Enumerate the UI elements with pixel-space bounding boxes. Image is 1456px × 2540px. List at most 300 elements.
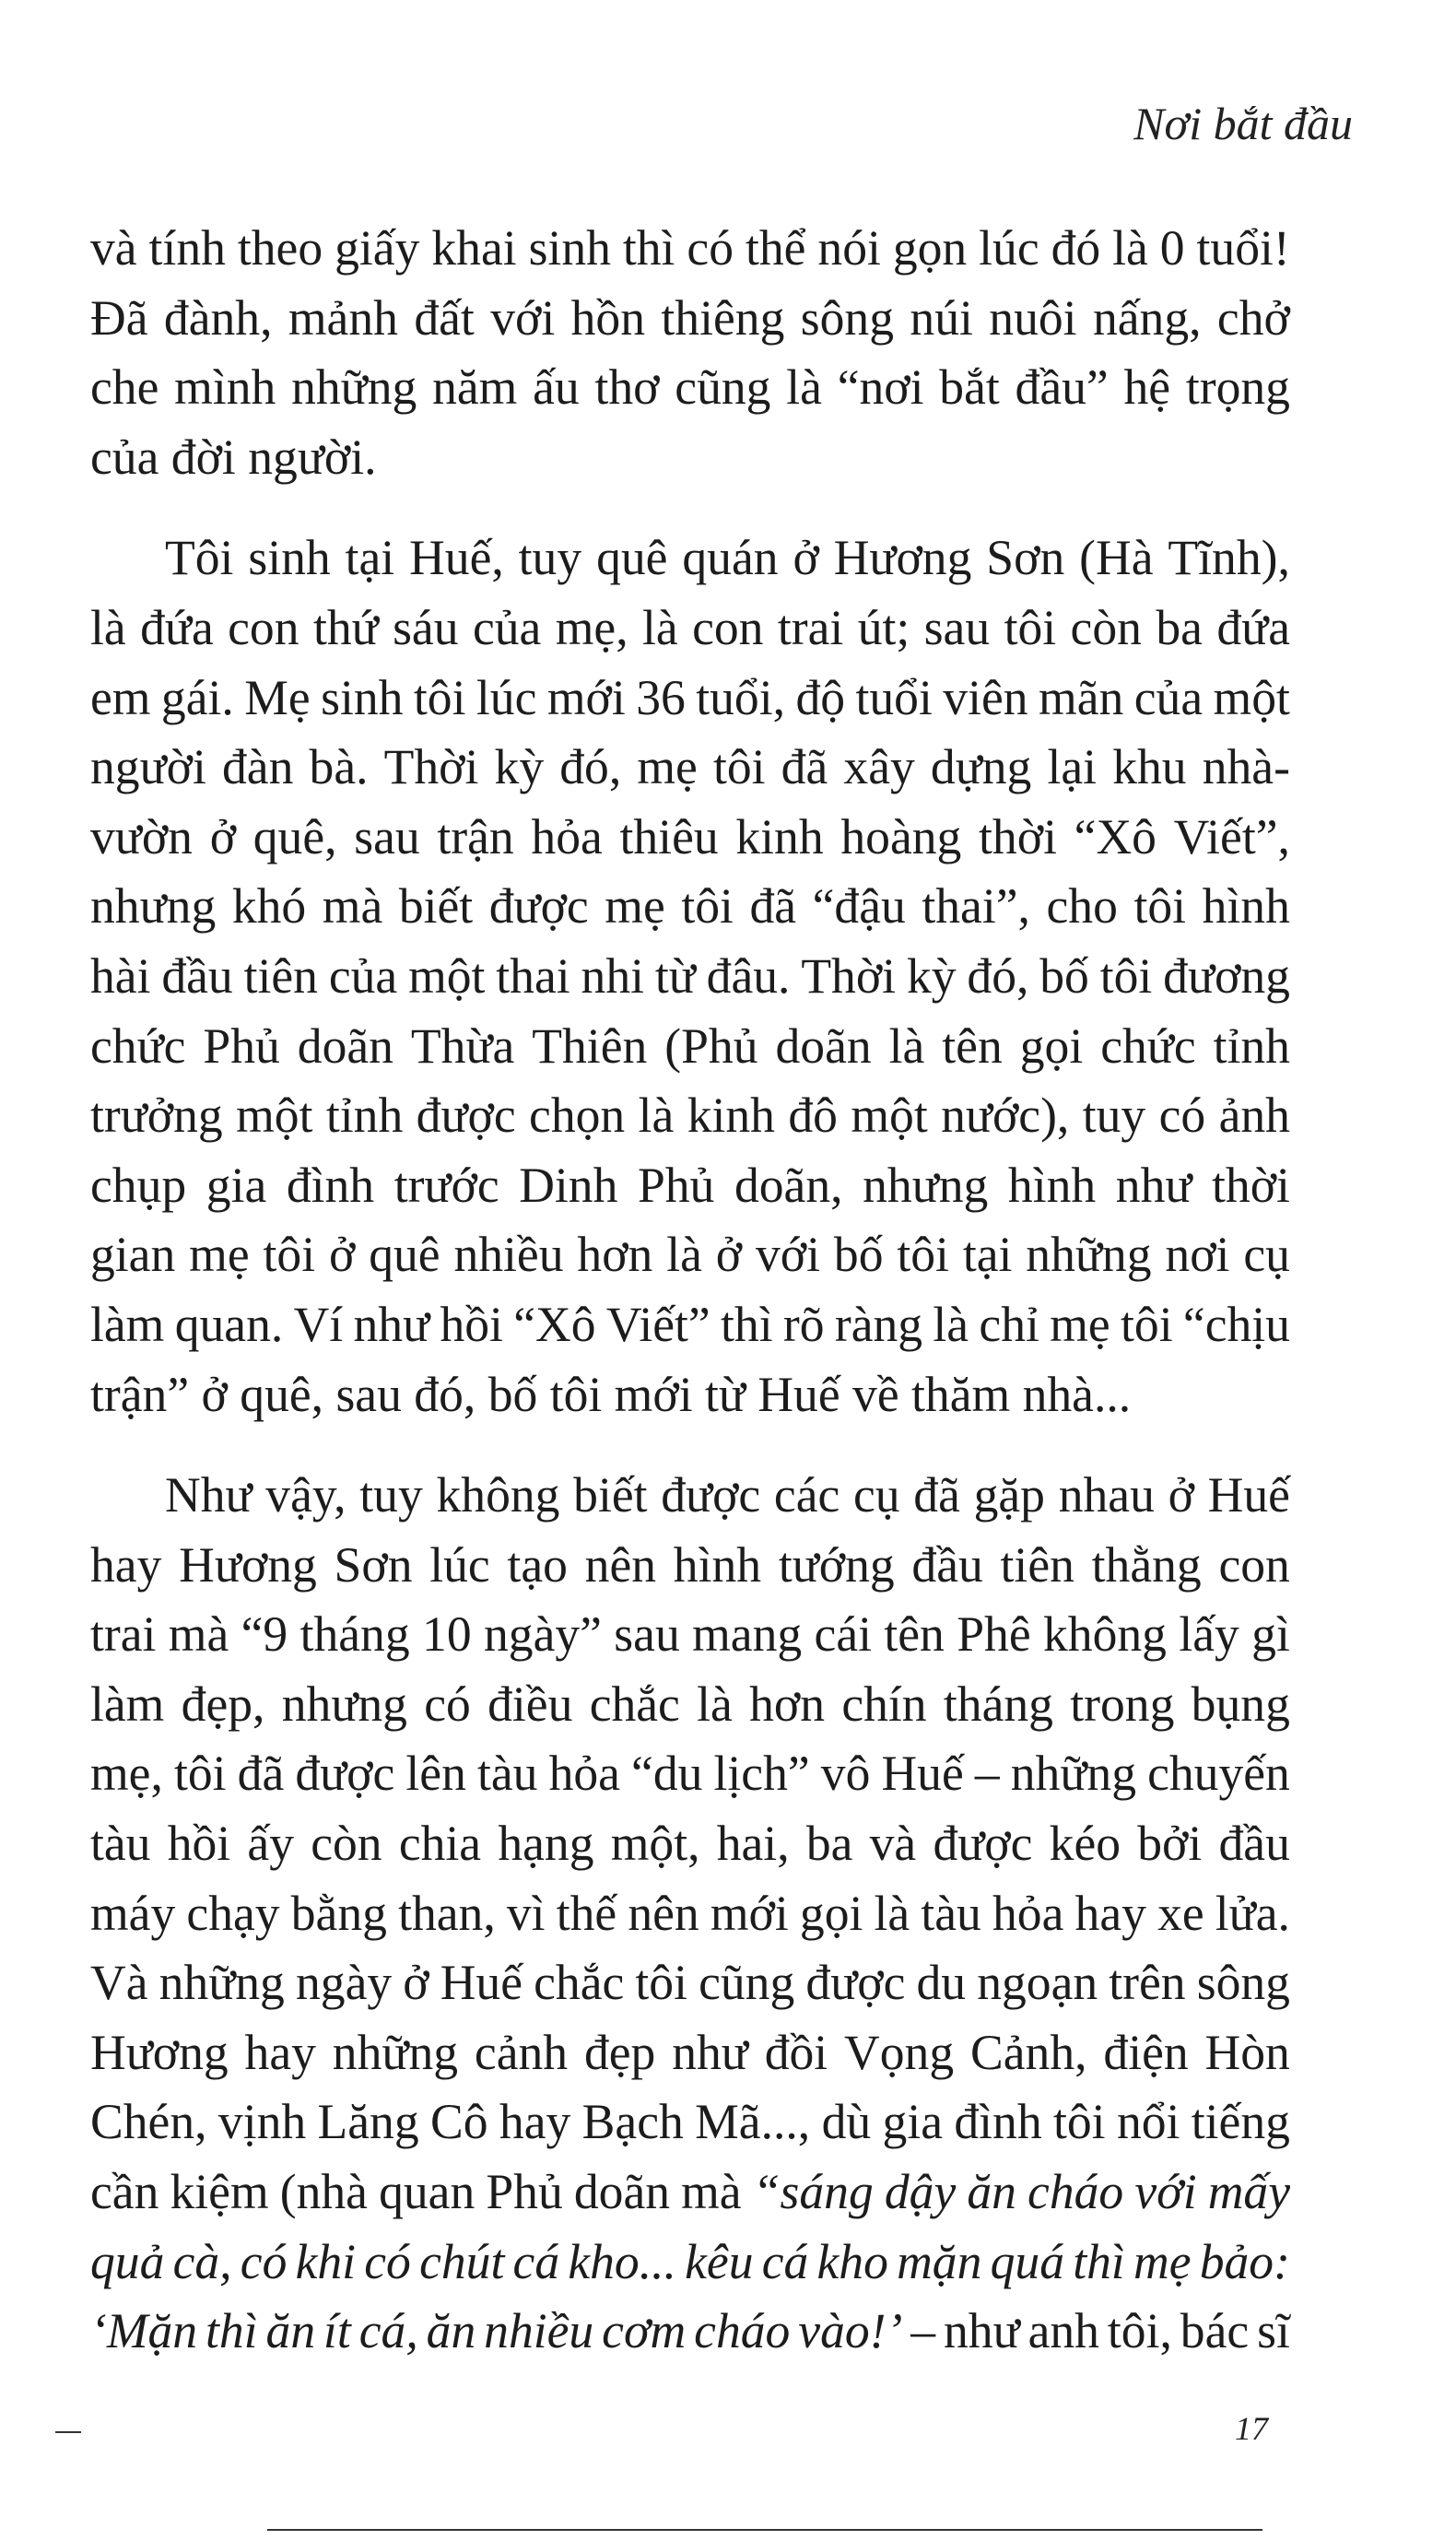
word: thơ: [594, 359, 660, 416]
word: tôi: [681, 878, 734, 935]
word: hay: [499, 2094, 571, 2150]
word: đời: [170, 429, 249, 485]
word: ở: [1168, 1467, 1194, 1523]
word: khai: [431, 220, 517, 276]
word: thể: [745, 220, 806, 276]
text-line: [90, 284, 1290, 354]
word: tháng: [943, 1676, 1053, 1732]
word: Sơn: [334, 1536, 413, 1593]
word: đành,: [163, 289, 273, 346]
text-line: [90, 803, 1290, 873]
text-line: [90, 1151, 1290, 1221]
word: doãn: [297, 1017, 393, 1074]
word: gái.: [160, 669, 234, 725]
word: như: [353, 1296, 430, 1352]
word: quê: [369, 1227, 440, 1283]
word: nhưng: [281, 1676, 407, 1732]
word: lúc: [476, 669, 537, 725]
word: hay: [1074, 1885, 1146, 1941]
word: trận: [437, 808, 514, 864]
word-italic: ăn: [967, 2164, 1016, 2220]
word-italic: kho: [816, 2233, 888, 2289]
word: ở: [715, 1227, 743, 1283]
word: Mã...,: [695, 2094, 811, 2150]
text-line: [90, 1600, 1290, 1670]
word: vườn: [90, 808, 193, 864]
word: Như: [165, 1467, 252, 1523]
word: với: [756, 1227, 821, 1283]
word: doãn,: [734, 1157, 843, 1213]
word: nên: [628, 1885, 699, 1941]
word: mẹ,: [555, 599, 628, 655]
word: của: [90, 429, 171, 485]
word: đã: [781, 739, 828, 795]
word: chắc: [589, 1676, 680, 1732]
word-italic: với: [1134, 2164, 1197, 2220]
word: tại: [962, 1227, 1013, 1283]
word: tuy: [1082, 1088, 1146, 1144]
word: mà: [681, 2164, 742, 2220]
word: là: [666, 1227, 702, 1283]
paragraph-gap: [90, 492, 1290, 523]
word: nuôi: [989, 289, 1077, 346]
word: độ: [795, 669, 846, 725]
word: núi: [910, 289, 973, 346]
word: hơn: [749, 1676, 826, 1732]
word: hình: [1007, 1157, 1097, 1213]
word: tôi: [413, 669, 466, 725]
word: một: [236, 1088, 313, 1144]
word: Phê: [957, 1606, 1031, 1663]
word: biết: [398, 878, 474, 935]
word: gọn: [892, 220, 968, 276]
word: thứ: [312, 599, 379, 655]
word: được: [661, 1467, 761, 1523]
text-line: [90, 2158, 1290, 2228]
word: những: [332, 2024, 459, 2080]
word: đó: [1051, 220, 1101, 276]
word: tên: [942, 1017, 1003, 1074]
word: con: [1218, 1536, 1290, 1593]
word: tại: [345, 530, 395, 586]
word: chụp: [90, 1157, 187, 1213]
word: của: [328, 947, 398, 1004]
word: kỳ: [494, 739, 545, 795]
word: cái: [814, 1606, 873, 1663]
word: nhà-: [1202, 739, 1290, 795]
word: anh: [1027, 2303, 1099, 2359]
word: là: [697, 1676, 733, 1732]
word: hình: [673, 1536, 762, 1593]
word: ngày”: [483, 1606, 602, 1663]
word: của: [472, 599, 542, 655]
word: Sơn: [986, 530, 1065, 586]
word: hạng: [498, 1816, 594, 1872]
word: về: [852, 1366, 912, 1422]
word: Huế: [881, 1746, 964, 1802]
word: đầu”: [1015, 359, 1109, 416]
word: có: [424, 1676, 471, 1732]
word: thì: [721, 1296, 773, 1352]
word: đó,: [967, 947, 1029, 1004]
word: chạy: [186, 1885, 280, 1941]
word: một: [408, 947, 486, 1004]
word: chở: [1216, 289, 1290, 346]
word: lại: [1047, 739, 1098, 795]
word: hỏa: [531, 808, 603, 864]
word: vịnh: [217, 2094, 307, 2150]
word: một: [1213, 669, 1290, 725]
text-line: [90, 733, 1290, 803]
word: mới: [614, 1366, 705, 1422]
word: điều: [487, 1676, 573, 1732]
word: Vọng: [844, 2024, 955, 2080]
word: “chịu: [1182, 1296, 1290, 1352]
word: lịch”: [713, 1746, 810, 1802]
word: nói: [817, 220, 881, 276]
word: lên: [405, 1746, 466, 1802]
word: thời: [1212, 1157, 1290, 1213]
word: Cô: [430, 2094, 488, 2150]
word: đã: [913, 1467, 960, 1523]
word: Huế: [757, 1366, 853, 1422]
word: được: [488, 878, 589, 935]
word: “đậu: [812, 878, 906, 935]
word: mà: [322, 878, 383, 935]
word: tuổi: [855, 669, 933, 725]
word: có: [687, 220, 734, 276]
word: năm: [432, 359, 518, 416]
word: Lăng: [317, 2094, 419, 2150]
word: làm: [90, 1296, 165, 1352]
word-italic: cà,: [172, 2233, 232, 2289]
word-italic: dậy: [884, 2164, 957, 2220]
word: Bạch: [581, 2094, 684, 2150]
word: tàu: [476, 1746, 538, 1802]
word: đầu: [161, 947, 233, 1004]
word: nước),: [941, 1088, 1070, 1144]
word: tôi: [549, 1366, 615, 1422]
word: em: [90, 669, 151, 725]
word: một,: [610, 1816, 700, 1872]
word: bắt: [939, 359, 1000, 416]
word: đàn: [222, 739, 294, 795]
word: được: [295, 1746, 395, 1802]
word: mãn: [1039, 669, 1124, 725]
text-line: [90, 1081, 1290, 1151]
word: Hương: [179, 1536, 317, 1593]
word: là: [638, 1088, 675, 1144]
text-line: [90, 2087, 1290, 2158]
word: gian: [90, 1227, 176, 1283]
word-italic: mặn: [897, 2233, 982, 2289]
word: thai”,: [922, 878, 1030, 935]
word: cho: [1046, 878, 1118, 935]
word-italic: cháo: [694, 2303, 791, 2359]
word: con: [692, 599, 764, 655]
word: Viết”: [605, 1296, 710, 1352]
word: trận”: [90, 1366, 202, 1422]
word: đó,: [559, 739, 622, 795]
word: “Xô: [1074, 808, 1157, 864]
word: trai: [90, 1606, 157, 1663]
word-italic: ăn: [426, 2303, 476, 2359]
word: sau: [335, 1366, 415, 1422]
word: ràng: [834, 1296, 923, 1352]
word: cũng: [699, 1955, 795, 2011]
word: tôi: [1004, 599, 1057, 655]
word: dù: [821, 2094, 872, 2150]
word: ở: [209, 808, 237, 864]
word: mẹ: [637, 739, 698, 795]
word-italic: cá: [761, 2233, 809, 2289]
word-italic: cá,: [358, 2303, 418, 2359]
word: tôi: [1053, 2094, 1106, 2150]
word: tôi: [1099, 947, 1153, 1004]
word: ở: [328, 1227, 356, 1283]
word: bố: [1039, 947, 1089, 1004]
word: đứa: [140, 599, 214, 655]
word-italic: quá: [990, 2233, 1064, 2289]
word: là: [1112, 220, 1148, 276]
text-line: [90, 1360, 1290, 1430]
word: tôi,: [1107, 2303, 1172, 2359]
word: là: [642, 599, 678, 655]
word: khó: [231, 878, 307, 935]
word: hồi: [167, 1816, 231, 1872]
word: hồi: [440, 1296, 503, 1352]
word: cảnh: [474, 2024, 569, 2080]
word: Huế: [1207, 1467, 1290, 1523]
word: còn: [311, 1816, 382, 1872]
word: dựng: [930, 739, 1032, 795]
word: như: [672, 2024, 748, 2080]
text-line: [90, 2018, 1290, 2088]
word: ngày: [295, 1955, 393, 2011]
word: thiêu: [619, 808, 719, 864]
word: thế: [556, 1885, 617, 1941]
word: (Phủ: [664, 1017, 758, 1074]
word: gì: [1251, 1606, 1290, 1663]
word: “Xô: [513, 1296, 596, 1352]
word: vô: [820, 1746, 871, 1802]
word: Ví: [293, 1296, 344, 1352]
word: tuy: [518, 530, 582, 586]
word: ấu: [533, 359, 580, 416]
word: tỉnh: [1213, 1017, 1290, 1074]
word: mảnh: [288, 289, 398, 346]
word: là: [874, 1885, 910, 1941]
word: gia: [882, 2094, 943, 2150]
word: ảnh: [1218, 1088, 1290, 1144]
word: tên: [884, 1606, 945, 1663]
word: đã: [749, 878, 797, 935]
word: mình: [174, 359, 276, 416]
word: nổi: [1116, 2094, 1180, 2150]
word: đương: [1163, 947, 1290, 1004]
word-italic: kho...: [568, 2233, 676, 2289]
word: quan: [379, 2164, 476, 2220]
word: than,: [398, 1885, 496, 1941]
word-italic: bảo:: [1199, 2233, 1290, 2289]
text-line: [90, 1809, 1290, 1879]
word: Và: [90, 1955, 148, 2011]
word: hỏa: [992, 1885, 1064, 1941]
word: tướng: [778, 1536, 895, 1593]
word: tiên: [1000, 1536, 1074, 1593]
word: cần: [90, 2164, 159, 2220]
word: tuổi!: [1196, 220, 1290, 276]
word: Phủ: [637, 1157, 715, 1213]
word: mới: [710, 1885, 789, 1941]
word: Thời: [383, 739, 479, 795]
word-italic: có: [240, 2233, 288, 2289]
word: doãn: [573, 2164, 671, 2220]
word: đứa: [1216, 599, 1290, 655]
paragraph-gap: [90, 1429, 1290, 1461]
word: hai,: [716, 1816, 790, 1872]
word-italic: cháo: [1027, 2164, 1124, 2220]
word: Hương: [90, 2024, 229, 2080]
word: gia: [205, 1157, 267, 1213]
word: 0: [1159, 220, 1185, 276]
word: lúc: [429, 1536, 490, 1593]
word: vì: [506, 1885, 546, 1941]
word-italic: kêu: [685, 2233, 754, 2289]
word: doãn: [775, 1017, 872, 1074]
word: sáu: [393, 599, 459, 655]
word: trước: [393, 1157, 499, 1213]
word: út;: [857, 599, 910, 655]
word: bố: [487, 1366, 550, 1422]
word: Huế: [440, 1955, 523, 2011]
word: che: [90, 359, 159, 416]
word: quê,: [252, 808, 337, 864]
word: “9: [241, 1606, 288, 1663]
word-italic: thì: [1073, 2233, 1125, 2289]
word: thằng: [1091, 1536, 1202, 1593]
word: khu: [1112, 739, 1187, 795]
word: (Hà: [1079, 530, 1154, 586]
word: xây: [843, 739, 915, 795]
word: không: [1042, 1606, 1167, 1663]
word: quê,: [240, 1366, 336, 1422]
word: chia: [398, 1816, 482, 1872]
text-line: [90, 1220, 1290, 1290]
word: có: [1158, 1088, 1206, 1144]
word: là: [888, 1017, 925, 1074]
word: mẹ: [1050, 1296, 1110, 1352]
word: đã: [237, 1746, 285, 1802]
word: một: [851, 1088, 928, 1144]
word: quê: [596, 530, 668, 586]
word: Cảnh,: [970, 2024, 1087, 2080]
word-italic: quả: [90, 2233, 165, 2289]
word: Hương: [833, 530, 972, 586]
word: sông: [800, 289, 895, 346]
word: chức: [90, 1017, 186, 1074]
word: đồi: [764, 2024, 828, 2080]
word: sĩ: [1257, 2303, 1290, 2359]
word: mẹ,: [90, 1746, 163, 1802]
word: kiệm: [170, 2164, 269, 2220]
word: bố: [833, 1227, 884, 1283]
word: tỉnh: [325, 1088, 404, 1144]
word: đình: [286, 1157, 375, 1213]
word: chuyến: [1147, 1746, 1290, 1802]
word-italic: mấy: [1207, 2164, 1290, 2220]
word: tiên: [243, 947, 318, 1004]
word: với: [490, 289, 556, 346]
word-italic: mẹ: [1133, 2233, 1192, 2289]
word: mẹ: [189, 1227, 250, 1283]
word: tôi: [635, 1955, 687, 2011]
word: những: [1010, 1746, 1136, 1802]
word: mang: [692, 1606, 803, 1663]
word: nhưng: [863, 1157, 989, 1213]
word: tôi: [263, 1227, 316, 1283]
word: chức: [1100, 1017, 1196, 1074]
word: Tĩnh),: [1168, 530, 1290, 586]
word: tàu: [921, 1885, 981, 1941]
word: trong: [1070, 1676, 1175, 1732]
word: người.: [248, 429, 377, 485]
word: mà: [168, 1606, 229, 1663]
text-line: [90, 1948, 1290, 2018]
word: tiếng: [1191, 2094, 1290, 2150]
text-line: [90, 942, 1290, 1012]
word: “nơi: [837, 359, 924, 416]
word: tháng: [299, 1606, 410, 1663]
word: đâu.: [706, 947, 791, 1004]
word: cụ: [1243, 1227, 1290, 1283]
word: kéo: [1049, 1816, 1121, 1872]
word: làm: [90, 1676, 165, 1732]
word: được: [416, 1088, 516, 1144]
word: từ: [705, 1366, 758, 1422]
word: chắc: [534, 1955, 625, 2011]
word-italic: ‘Mặn: [90, 2303, 198, 2359]
word: ba: [1156, 599, 1203, 655]
word: hoàng: [840, 808, 962, 864]
word: chọn: [529, 1088, 626, 1144]
text-line: [90, 1461, 1290, 1531]
word-italic: chút: [419, 2233, 505, 2289]
word: ở: [201, 1366, 241, 1422]
text-line: [90, 1531, 1290, 1601]
text-line: [90, 523, 1290, 594]
word: ở: [793, 530, 819, 586]
word: Tôi: [165, 530, 234, 586]
word: được: [933, 1816, 1033, 1872]
word: chỉ: [979, 1296, 1039, 1352]
word: sinh: [321, 669, 404, 725]
word: 10: [422, 1606, 472, 1663]
word: đó,: [414, 1366, 488, 1422]
word: Dinh: [519, 1157, 618, 1213]
word-italic: thì: [205, 2303, 258, 2359]
word: sinh: [248, 530, 331, 586]
word: là: [786, 359, 822, 416]
page-bottom-edge: [267, 2529, 1262, 2531]
word: thiêng: [661, 289, 785, 346]
word: con: [228, 599, 299, 655]
word: những: [1026, 1227, 1152, 1283]
word: đô: [788, 1088, 838, 1144]
word: bác: [1180, 2303, 1250, 2359]
word: mới: [546, 669, 626, 725]
word: Phủ: [486, 2164, 563, 2220]
